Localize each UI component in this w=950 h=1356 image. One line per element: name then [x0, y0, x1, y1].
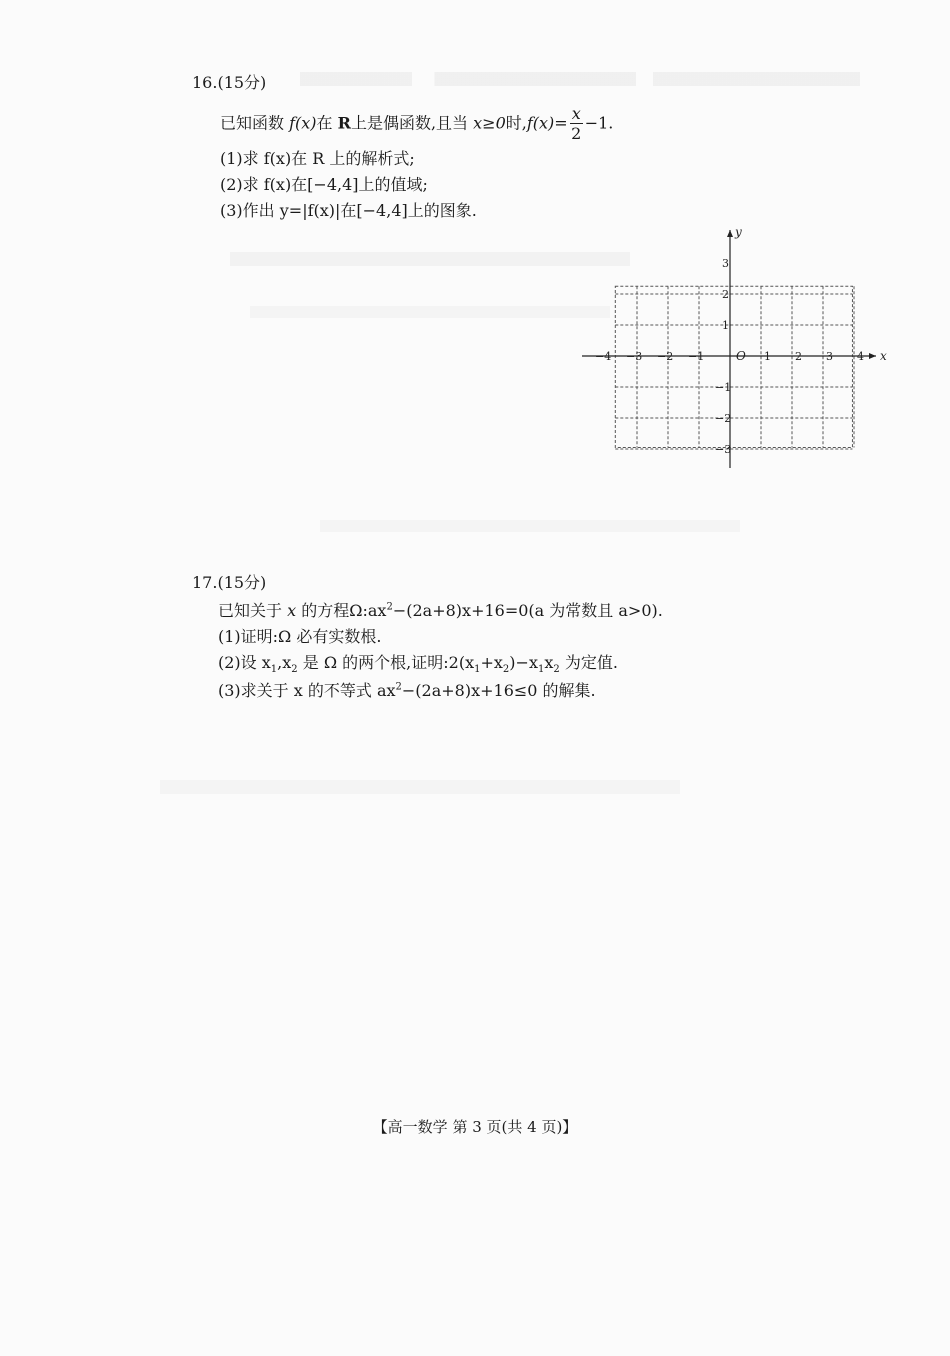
coordinate-grid [578, 222, 890, 472]
problem-16-header [192, 70, 266, 93]
bleed-through-text [300, 72, 860, 86]
problem-16-q2: (2)求 f(x)在[−4,4]上的值域; [220, 175, 428, 194]
y-tick-label: −2 [715, 412, 732, 425]
y-tick-label: 2 [722, 288, 729, 301]
x-tick-label: 2 [795, 350, 802, 363]
problem-17-header [192, 570, 266, 593]
problem-17-stem: 已知关于 x 的方程$\Omega:ax^2-(2a+8)x+16=0(a$ 为常数且 a>0). [218, 601, 663, 620]
page-footer: 【高一数学 第 3 页(共 4 页)】 [372, 1118, 578, 1136]
y-axis-label: y [735, 225, 742, 239]
x-tick-label: 3 [826, 350, 833, 363]
bleed-through-text [160, 780, 680, 794]
x-tick-label: −2 [657, 350, 674, 363]
x-tick-label: −4 [595, 350, 612, 363]
y-tick-label: 3 [722, 257, 729, 270]
origin-label: O [736, 349, 746, 363]
x-tick-label: −3 [626, 350, 643, 363]
problem-number: 16. [192, 73, 218, 92]
x-tick-label: 1 [764, 350, 771, 363]
problem-16-q1: (1)求 f(x)在 R 上的解析式; [220, 149, 415, 168]
y-tick-label: 1 [722, 319, 729, 332]
bleed-through-text [320, 520, 740, 532]
problem-16-stem: 已知函数 f(x)在 R上是偶函数,且当 x≥0时,f(x)= $\frac{x}{2}$ −1. [220, 104, 614, 143]
bleed-through-text [230, 252, 630, 266]
x-tick-label: 4 [857, 350, 864, 363]
y-tick-label: −3 [715, 443, 732, 456]
x-axis-label: x [880, 349, 887, 363]
grid-border [615, 286, 852, 447]
problem-score: (15分) [217, 73, 267, 92]
problem-16-q3: (3)作出 y=|f(x)|在[−4,4]上的图象. [220, 201, 477, 220]
y-tick-label: −1 [715, 381, 732, 394]
fraction: $\frac{x}{2}$ [571, 104, 582, 143]
problem-17-q1: (1)证明:Ω 必有实数根. [218, 627, 382, 646]
problem-score: (15分) [217, 573, 267, 592]
problem-17-q3: (3)求关于 x 的不等式 $ax^2-(2a+8)x+16\le 0$ 的解集. [218, 681, 596, 700]
bleed-through-text [250, 306, 610, 318]
x-axis-arrow [869, 353, 876, 359]
problem-17-q2: (2)设 $x_1,x_2$ 是 Ω 的两个根,证明$:2(x_1+x_2)-x_1x_2$ 为定值. [218, 653, 618, 676]
y-axis-arrow [727, 230, 733, 237]
x-tick-label: −1 [688, 350, 705, 363]
problem-number: 17. [192, 573, 218, 592]
